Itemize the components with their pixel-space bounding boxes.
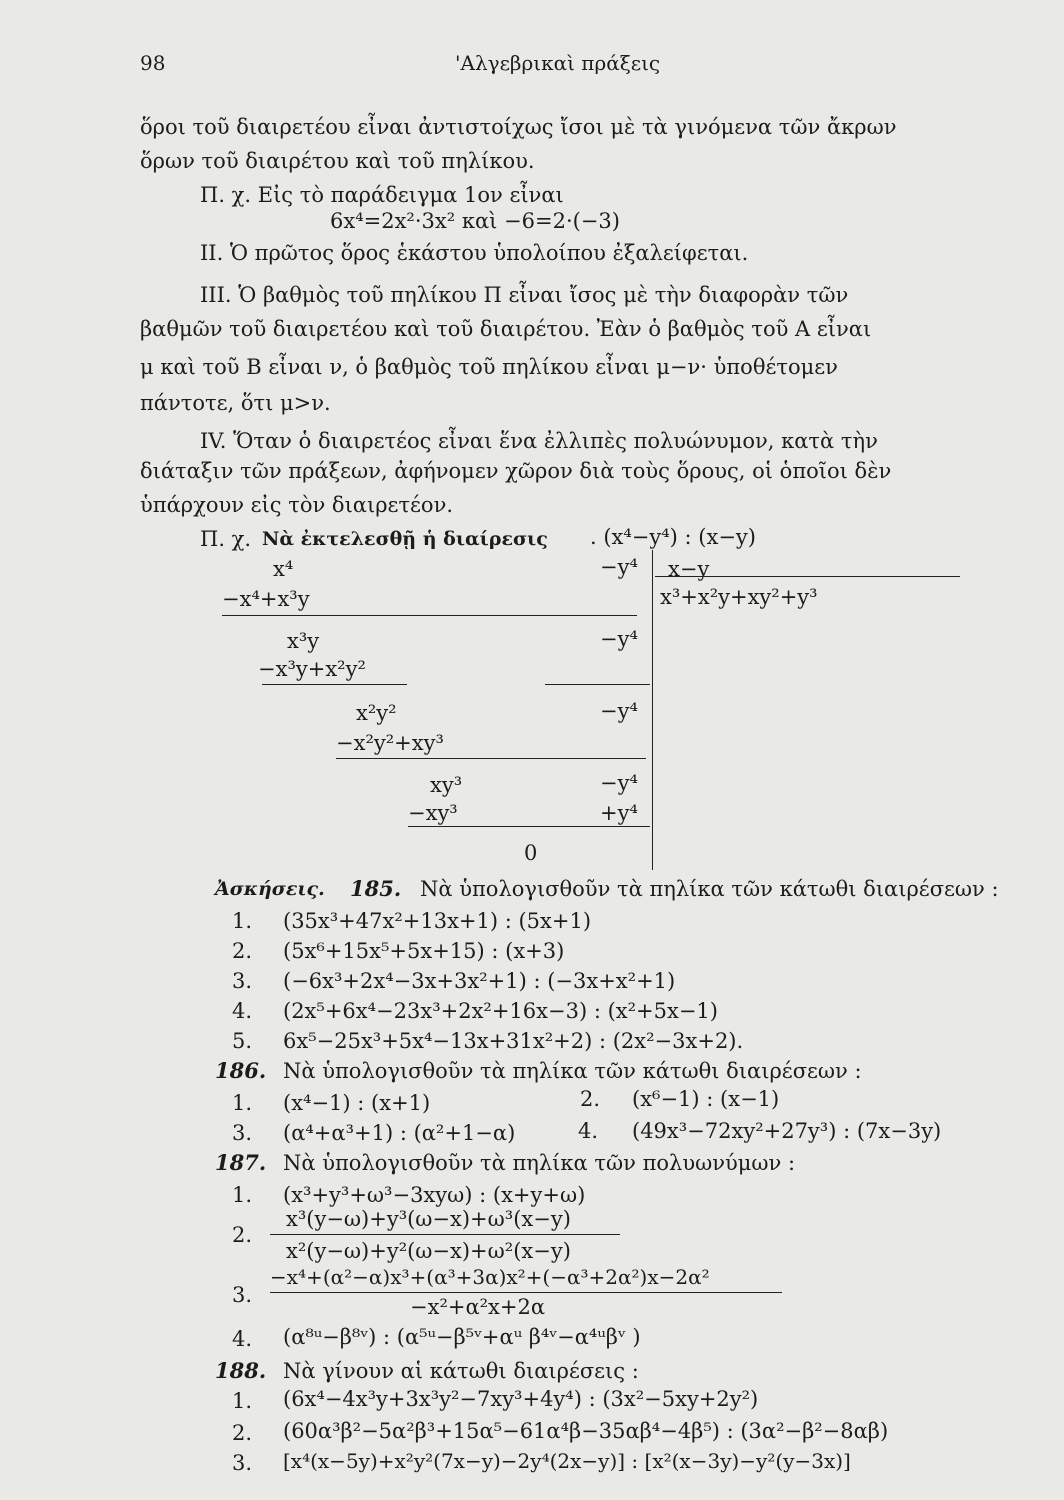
body-line: ὑπάρχουν εἰς τὸν διαιρετέον. (140, 493, 454, 517)
division-left: −xy³ (408, 801, 458, 825)
exercise-heading: Νὰ ὑπολογισθοῦν τὰ πηλίκα τῶν πολυωνύμων : (283, 1151, 796, 1175)
fraction-denominator: −x²+α²x+2α (410, 1295, 546, 1319)
fraction-bar (270, 1234, 620, 1235)
item-text: (2x⁵+6x⁴−23x³+2x²+16x−3) : (x²+5x−1) (283, 999, 718, 1023)
exercise-heading: Νὰ γίνουν αἱ κάτωθι διαιρέσεις : (283, 1359, 639, 1383)
body-line: ΙΙΙ. Ὁ βαθμὸς τοῦ πηλίκου Π εἶναι ἴσος μὲ τὴν διαφορὰν τῶν (200, 283, 849, 307)
division-left: x⁴ (273, 557, 294, 581)
item-number: 4. (578, 1119, 599, 1143)
exercise-number: 187. (215, 1150, 267, 1175)
division-rule (545, 684, 650, 685)
division-left: xy³ (430, 773, 463, 797)
item-number: 3. (232, 969, 253, 993)
division-left: x²y² (356, 701, 397, 725)
body-line: 6x⁴=2x²·3x² καὶ −6=2·(−3) (330, 209, 620, 233)
item-text: (x³+y³+ω³−3xyω) : (x+y+ω) (283, 1183, 586, 1207)
division-left: −x³y+x²y² (258, 657, 366, 681)
body-line: ὅροι τοῦ διαιρετέου εἶναι ἀντιστοίχως ἴσοι μὲ τὰ γινόμενα τῶν ἄκρων (140, 115, 897, 139)
division-left: −x⁴+x³y (222, 587, 310, 611)
division-bar (652, 550, 653, 870)
exercise-heading: Νὰ ὑπολογισθοῦν τὰ πηλίκα τῶν κάτωθι διαιρέσεων : (420, 877, 999, 901)
division-rule (222, 615, 637, 616)
example-title: Νὰ ἐκτελεσθῇ ἡ διαίρεσις (262, 528, 548, 550)
quotient: x³+x²y+xy²+y³ (660, 585, 818, 609)
item-number: 3. (232, 1451, 253, 1475)
divisor: x−y (668, 557, 710, 581)
body-line: πάντοτε, ὅτι μ>ν. (140, 391, 331, 415)
body-line: διάταξιν τῶν πράξεων, ἀφήνομεν χῶρον διὰ τοὺς ὅρους, οἱ ὁποῖοι δὲν (140, 459, 892, 483)
division-right: +y⁴ (600, 801, 638, 825)
item-number: 2. (580, 1087, 601, 1111)
body-line: μ καὶ τοῦ Β εἶναι ν, ὁ βαθμὸς τοῦ πηλίκου εἶναι μ−ν· ὑποθέτομεν (140, 355, 838, 379)
item-text: [x⁴(x−5y)+x²y²(7x−y)−2y⁴(2x−y)] : [x²(x−3y)−y²(y−3x)] (283, 1449, 851, 1473)
item-number: 2. (232, 939, 253, 963)
division-left: −x²y²+xy³ (336, 731, 444, 755)
item-number: 1. (232, 1183, 253, 1207)
divisor-rule (655, 576, 960, 577)
body-line: βαθμῶν τοῦ διαιρετέου καὶ τοῦ διαιρέτου. Ἐὰν ὁ βαθμὸς τοῦ Α εἶναι (140, 317, 872, 341)
fraction-bar (270, 1292, 782, 1293)
division-right: −y⁴ (600, 771, 638, 795)
body-line: ὅρων τοῦ διαιρέτου καὶ τοῦ πηλίκου. (140, 149, 535, 173)
exercises-label: Ἀσκήσεις. (215, 878, 325, 900)
item-text: (5x⁶+15x⁵+5x+15) : (x+3) (283, 939, 565, 963)
example-expression: . (x⁴−y⁴) : (x−y) (590, 525, 756, 549)
exercise-number: 185. (350, 876, 402, 901)
item-number: 2. (232, 1223, 253, 1247)
item-number: 1. (232, 1389, 253, 1413)
exercise-heading: Νὰ ὑπολογισθοῦν τὰ πηλίκα τῶν κάτωθι διαιρέσεων : (283, 1059, 862, 1083)
fraction-numerator: −x⁴+(α²−α)x³+(α³+3α)x²+(−α³+2α²)x−2α² (270, 1265, 710, 1289)
item-text: 6x⁵−25x³+5x⁴−13x+31x²+2) : (2x²−3x+2). (283, 1029, 744, 1053)
fraction-denominator: x²(y−ω)+y²(ω−x)+ω²(x−y) (286, 1239, 571, 1263)
item-number: 2. (232, 1421, 253, 1445)
item-number: 3. (232, 1121, 253, 1145)
item-number: 1. (232, 1091, 253, 1115)
item-text: (x⁴−1) : (x+1) (283, 1091, 431, 1115)
division-right: −y⁴ (600, 555, 638, 579)
item-text: (60α³β²−5α²β³+15α⁵−61α⁴β−35αβ⁴−4β⁵) : (3α²−β²−8αβ) (283, 1419, 889, 1443)
division-right: −y⁴ (600, 627, 638, 651)
fraction-numerator: x³(y−ω)+y³(ω−x)+ω³(x−y) (286, 1207, 571, 1231)
exercise-number: 188. (215, 1358, 267, 1383)
example-prefix: Π. χ. (200, 527, 252, 551)
item-number: 1. (232, 909, 253, 933)
item-text: (35x³+47x²+13x+1) : (5x+1) (283, 909, 592, 933)
division-rule (262, 684, 407, 685)
item-text: (α⁸ᵘ−β⁸ᵛ) : (α⁵ᵘ−β⁵ᵛ+αᵘ β⁴ᵛ−α⁴ᵘβᵛ ) (283, 1325, 641, 1349)
item-number: 4. (232, 999, 253, 1023)
item-text: (−6x³+2x⁴−3x+3x²+1) : (−3x+x²+1) (283, 969, 676, 993)
body-line: ΙΙ. Ὁ πρῶτος ὅρος ἑκάστου ὑπολοίπου ἐξαλείφεται. (200, 241, 749, 265)
exercise-number: 186. (215, 1058, 267, 1083)
item-text: (α⁴+α³+1) : (α²+1−α) (283, 1121, 516, 1145)
body-line: Π. χ. Εἰς τὸ παράδειγμα 1ον εἶναι (200, 183, 564, 207)
running-title: 'Αλγεβρικαὶ πράξεις (455, 51, 661, 75)
division-rule (408, 826, 650, 827)
body-line: ΙV. Ὅταν ὁ διαιρετέος εἶναι ἕνα ἐλλιπὲς πολυώνυμον, κατὰ τὴν (200, 429, 878, 453)
item-number: 3. (232, 1283, 253, 1307)
division-left: x³y (287, 629, 320, 653)
item-text: (6x⁴−4x³y+3x³y²−7xy³+4y⁴) : (3x²−5xy+2y²) (283, 1387, 759, 1411)
remainder: 0 (524, 841, 538, 865)
page-number: 98 (140, 51, 166, 75)
division-rule (336, 758, 646, 759)
division-right: −y⁴ (600, 699, 638, 723)
item-text: (49x³−72xy²+27y³) : (7x−3y) (632, 1119, 942, 1143)
item-number: 5. (232, 1029, 253, 1053)
item-number: 4. (232, 1327, 253, 1351)
item-text: (x⁶−1) : (x−1) (632, 1087, 780, 1111)
